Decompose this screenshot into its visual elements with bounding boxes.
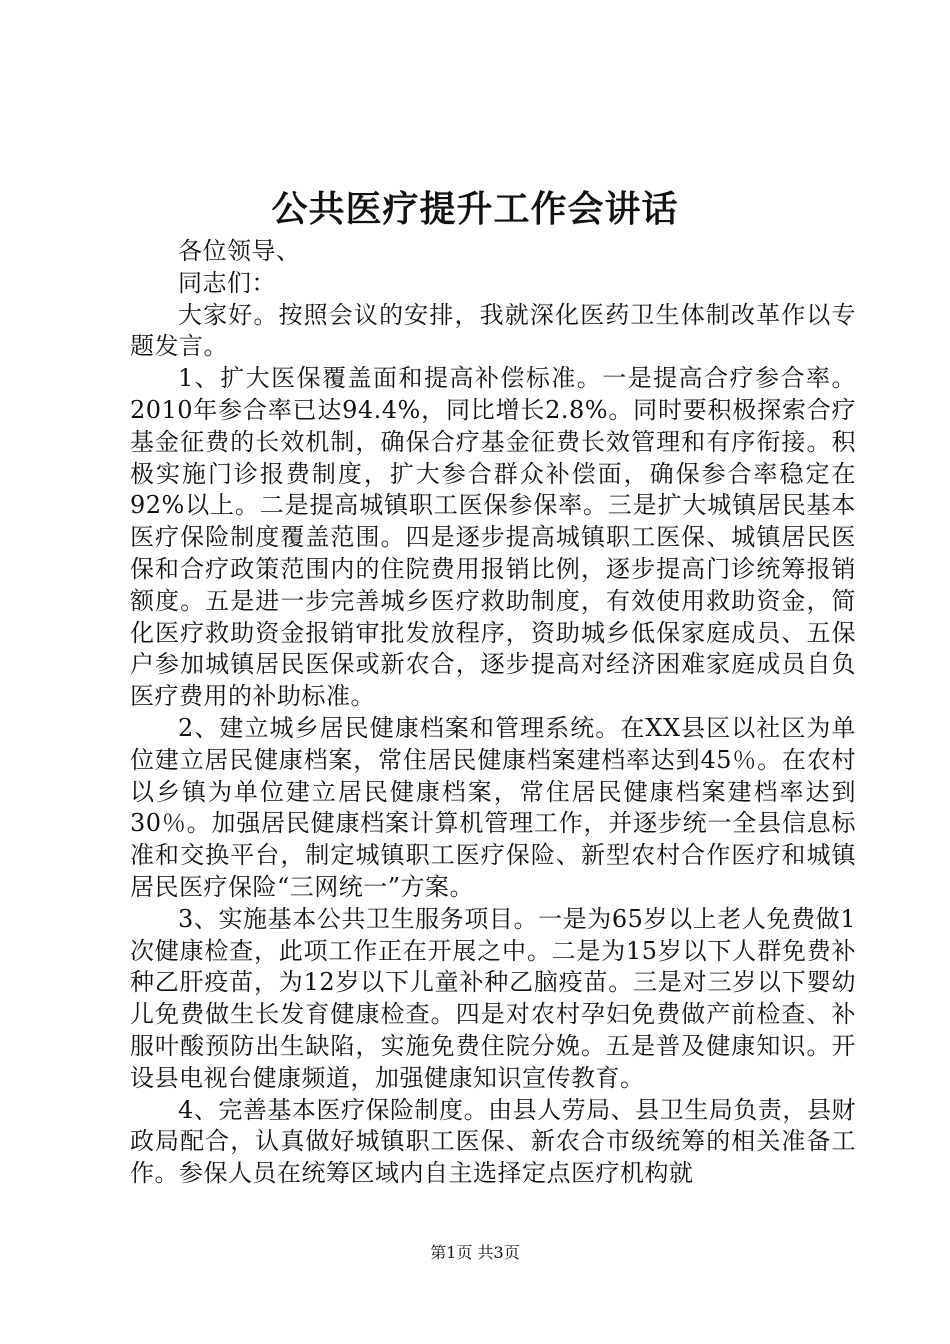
salutation-line-2: 同志们：: [178, 268, 276, 297]
section-3-paragraph: 3、实施基本公共卫生服务项目。一是为65岁以上老人免费做1次健康检查，此项工作正在开展之中。二是为15岁以下人群免费补种乙肝疫苗，为12岁以下儿童补种乙脑疫苗。三是对三岁以下婴幼儿免费做生长发育健康检查。四是对农村孕妇免费做产前检查、补服叶酸预防出生缺陷，实施免费住院分娩。五是普及健康知识。开设县电视台健康频道，加强健康知识宣传教育。: [130, 904, 856, 1092]
document-body: [130, 236, 856, 1190]
section-1-paragraph: 1、扩大医保覆盖面和提高补偿标准。一是提高合疗参合率。2010年参合率已达94.4%，同比增长2.8%。同时要积极探索合疗基金征费的长效机制，确保合疗基金征费长效管理和有序衔接。积极实施门诊报费制度，扩大参合群众补偿面，确保参合率稳定在92%以上。二是提高城镇职工医保参保率。三是扩大城镇居民基本医疗保险制度覆盖范围。四是逐步提高城镇职工医保、城镇居民医保和合疗政策范围内的住院费用报销比例，逐步提高门诊统筹报销额度。五是进一步完善城乡医疗救助制度，有效使用救助资金，简化医疗救助资金报销审批发放程序，资助城乡低保家庭成员、五保户参加城镇居民医保或新农合，逐步提高对经济困难家庭成员自负医疗费用的补助标准。: [130, 364, 856, 711]
salutation-line-1: 各位领导、: [178, 237, 301, 265]
section-2-paragraph: 2、建立城乡居民健康档案和管理系统。在XX县区以社区为单位建立居民健康档案，常住居民健康档案建档率达到45％。在农村以乡镇为单位建立居民健康档案，常住居民健康档案建档率达到30％。加强居民健康档案计算机管理工作，并逐步统一全县信息标准和交换平台，制定城镇职工医疗保险、新型农村合作医疗和城镇居民医疗保险“三网统一”方案。: [130, 713, 856, 901]
section-4-paragraph: 4、完善基本医疗保险制度。由县人劳局、县卫生局负责，县财政局配合，认真做好城镇职工医保、新农合市级统筹的相关准备工作。参保人员在统筹区域内自主选择定点医疗机构就: [130, 1095, 856, 1188]
intro-paragraph: 大家好。按照会议的安排，我就深化医药卫生体制改革作以专题发言。: [130, 300, 856, 361]
document-title: 公共医疗提升工作会讲话: [271, 188, 679, 230]
page-number-footer: 第1页 共3页: [430, 1243, 520, 1262]
